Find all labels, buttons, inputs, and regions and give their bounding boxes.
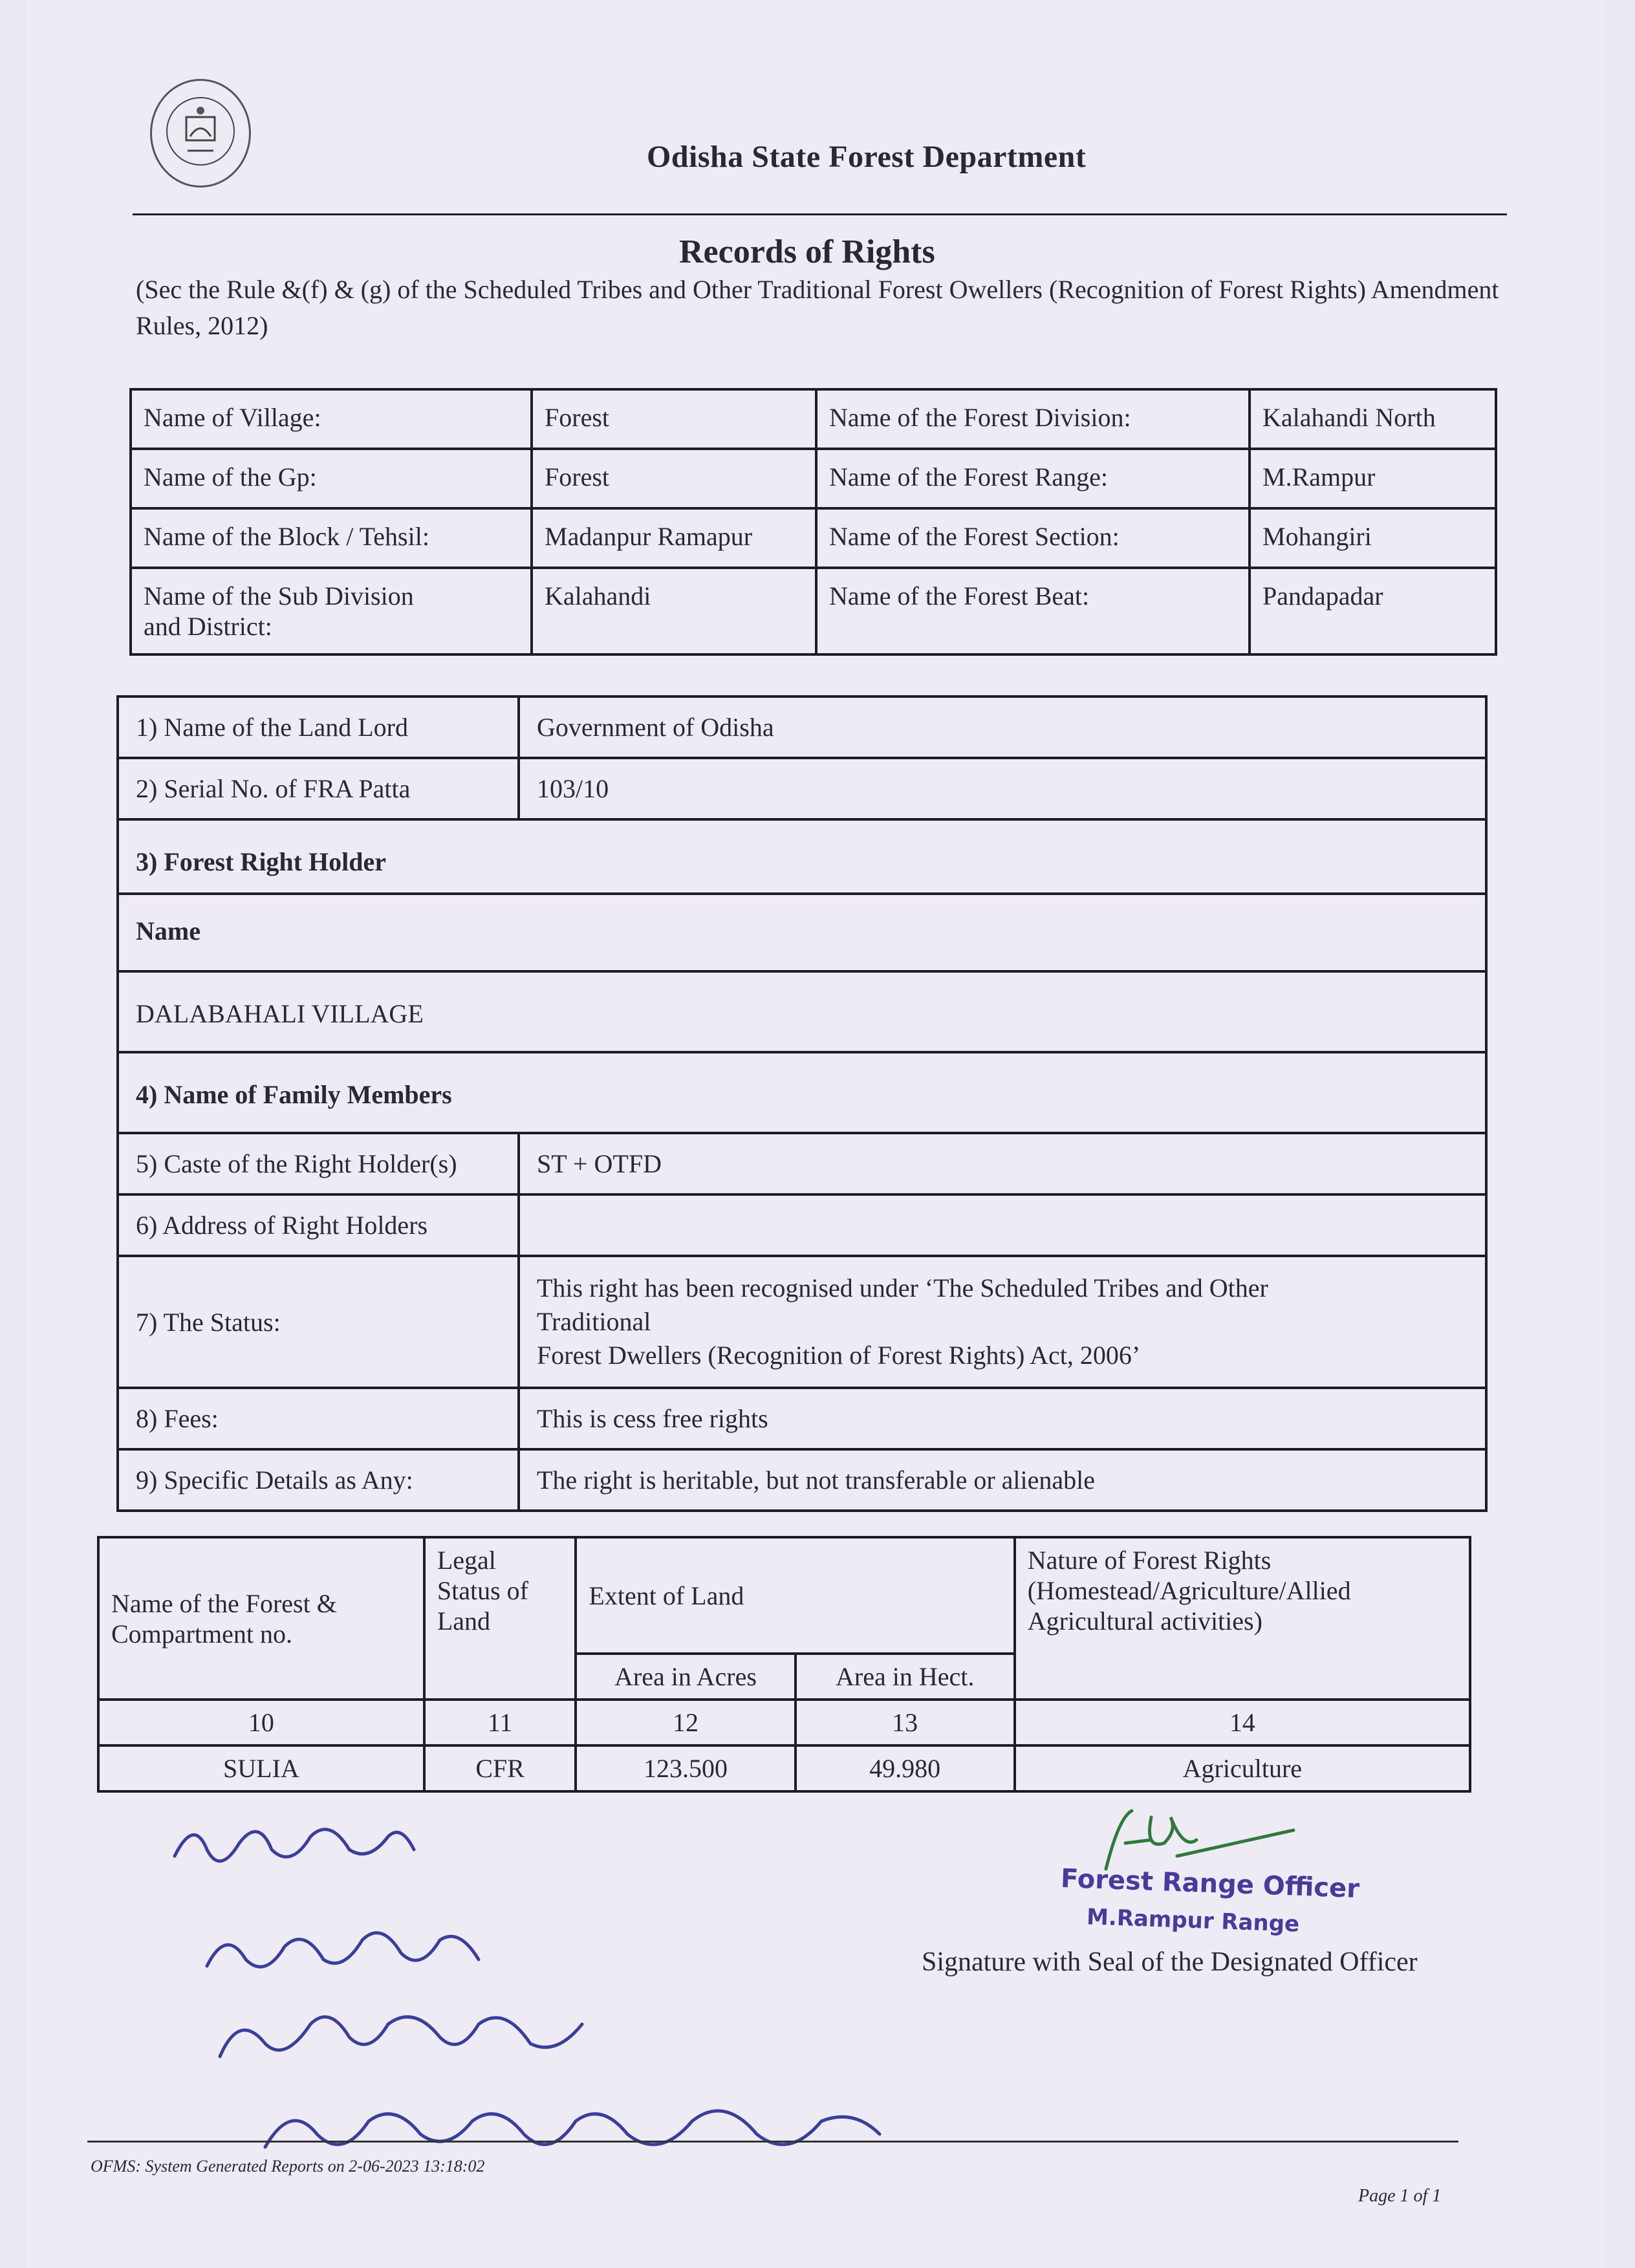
acres-value: 123.500 xyxy=(576,1745,795,1791)
nature-value: Agriculture xyxy=(1015,1745,1470,1791)
beat-value: Pandapadar xyxy=(1250,568,1496,654)
table-row xyxy=(118,971,1486,1052)
table-row xyxy=(98,1537,1470,1654)
subdivision-value: Kalahandi xyxy=(532,568,816,654)
address-label: 6) Address of Right Holders xyxy=(118,1194,519,1256)
table-row xyxy=(118,1388,1486,1449)
block-value: Madanpur Ramapur xyxy=(532,508,816,568)
location-table xyxy=(129,388,1497,656)
table-row xyxy=(118,1194,1486,1256)
footer-divider xyxy=(87,2141,1458,2143)
odisha-emblem-icon xyxy=(150,79,251,188)
table-row xyxy=(118,1052,1486,1133)
village-label: Name of Village: xyxy=(131,389,532,449)
status-label: 7) The Status: xyxy=(118,1256,519,1388)
table-row xyxy=(118,1256,1486,1388)
name-heading: Name xyxy=(118,894,1486,971)
officer-seal-range: M.Rampur Range xyxy=(1086,1904,1300,1938)
address-value xyxy=(519,1194,1486,1256)
gp-label: Name of the Gp: xyxy=(131,449,532,508)
land-extent-table xyxy=(97,1536,1471,1793)
page-number: Page 1 of 1 xyxy=(1358,2186,1442,2206)
table-row xyxy=(118,894,1486,971)
beat-label: Name of the Forest Beat: xyxy=(816,568,1250,654)
col-number: 11 xyxy=(424,1700,576,1745)
forest-right-holder-heading: 3) Forest Right Holder xyxy=(118,819,1486,894)
generated-timestamp: OFMS: System Generated Reports on 2-06-2023 13:18:02 xyxy=(91,2157,485,2176)
landlord-value: Government of Odisha xyxy=(519,697,1486,758)
col-number: 10 xyxy=(98,1700,424,1745)
section-label: Name of the Forest Section: xyxy=(816,508,1250,568)
table-row xyxy=(118,819,1486,894)
extent-header: Extent of Land xyxy=(576,1537,1014,1654)
header-divider xyxy=(133,213,1507,215)
village-value: Forest xyxy=(532,389,816,449)
block-label: Name of the Block / Tehsil: xyxy=(131,508,532,568)
col-number: 12 xyxy=(576,1700,795,1745)
col-number: 14 xyxy=(1015,1700,1470,1745)
table-row xyxy=(131,449,1496,508)
acres-header: Area in Acres xyxy=(576,1654,795,1700)
forest-compartment-header: Name of the Forest & Compartment no. xyxy=(98,1537,424,1700)
range-label: Name of the Forest Range: xyxy=(816,449,1250,508)
table-row xyxy=(118,1449,1486,1511)
caste-label: 5) Caste of the Right Holder(s) xyxy=(118,1133,519,1194)
subdivision-label: Name of the Sub Division and District: xyxy=(131,568,532,654)
fees-label: 8) Fees: xyxy=(118,1388,519,1449)
officer-seal-title: Forest Range Officer xyxy=(1060,1863,1360,1905)
table-row xyxy=(98,1745,1470,1791)
document-subtitle: (Sec the Rule &(f) & (g) of the Scheduled Tribes and Other Traditional Forest Owellers (Recognition of Forest Rights) Amendment Rules, 2012) xyxy=(136,275,1499,340)
table-row xyxy=(98,1700,1470,1745)
landlord-label: 1) Name of the Land Lord xyxy=(118,697,519,758)
signature-caption: Signature with Seal of the Designated Officer xyxy=(922,1947,1418,1977)
holder-name-value: DALABAHALI VILLAGE xyxy=(118,971,1486,1052)
caste-value: ST + OTFD xyxy=(519,1133,1486,1194)
specific-details-label: 9) Specific Details as Any: xyxy=(118,1449,519,1511)
table-row xyxy=(131,568,1496,654)
section-value: Mohangiri xyxy=(1250,508,1496,568)
specific-details-value: The right is heritable, but not transferable or alienable xyxy=(519,1449,1486,1511)
nature-header: Nature of Forest Rights (Homestead/Agriculture/Allied Agricultural activities) xyxy=(1015,1537,1470,1700)
status-value: This right has been recognised under ‘The Scheduled Tribes and Other Traditional Forest Dwellers (Recognition of Forest Rights) Act, 2006’ xyxy=(519,1256,1486,1388)
hect-value: 49.980 xyxy=(796,1745,1015,1791)
rights-details-table xyxy=(116,695,1488,1512)
table-row xyxy=(131,389,1496,449)
table-row xyxy=(118,758,1486,819)
col-number: 13 xyxy=(796,1700,1015,1745)
table-row xyxy=(118,1133,1486,1194)
patta-label: 2) Serial No. of FRA Patta xyxy=(118,758,519,819)
legal-status-header: Legal Status of Land xyxy=(424,1537,576,1700)
fees-value: This is cess free rights xyxy=(519,1388,1486,1449)
family-members-heading: 4) Name of Family Members xyxy=(118,1052,1486,1133)
department-title: Odisha State Forest Department xyxy=(647,140,1087,174)
table-row xyxy=(118,697,1486,758)
document-title: Records of Rights xyxy=(679,233,935,270)
gp-value: Forest xyxy=(532,449,816,508)
forest-name-value: SULIA xyxy=(98,1745,424,1791)
table-row xyxy=(131,508,1496,568)
legal-status-value: CFR xyxy=(424,1745,576,1791)
division-label: Name of the Forest Division: xyxy=(816,389,1250,449)
hect-header: Area in Hect. xyxy=(796,1654,1015,1700)
division-value: Kalahandi North xyxy=(1250,389,1496,449)
range-value: M.Rampur xyxy=(1250,449,1496,508)
patta-value: 103/10 xyxy=(519,758,1486,819)
